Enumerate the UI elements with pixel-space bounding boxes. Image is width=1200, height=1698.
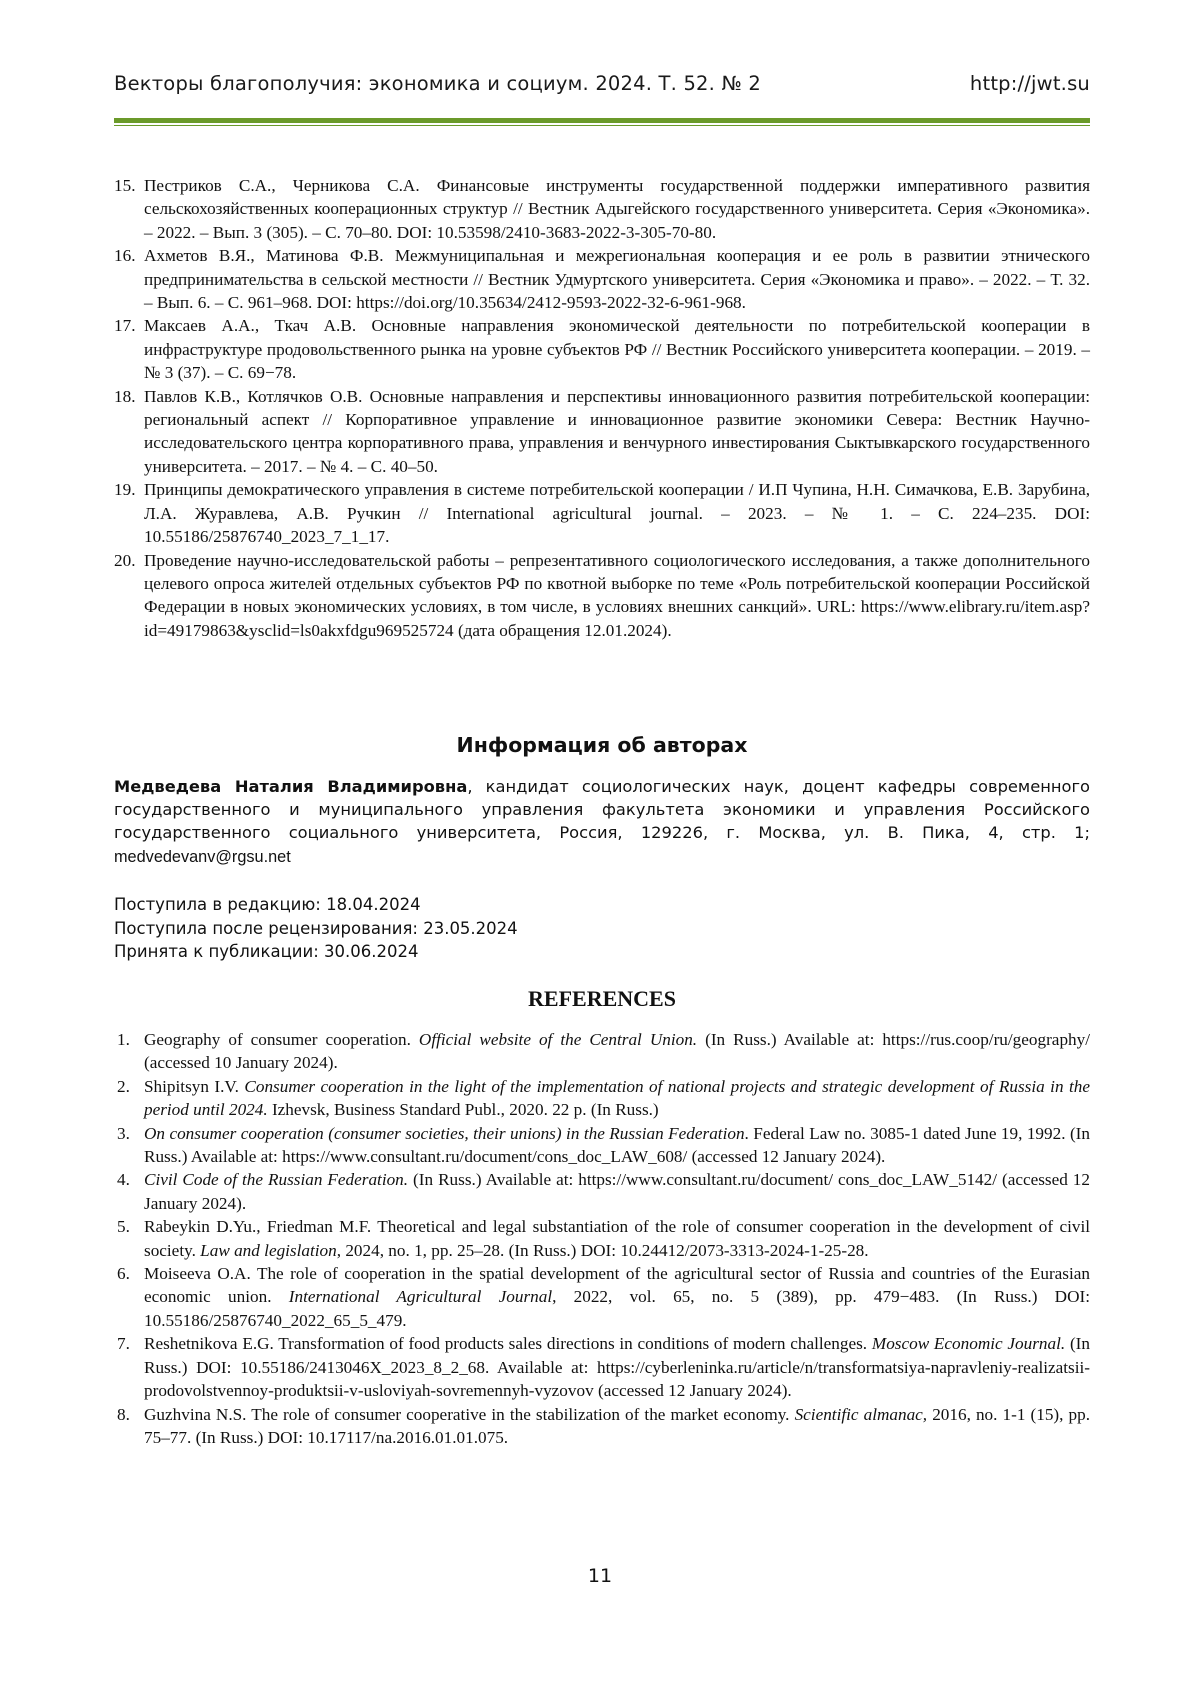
list-item (114, 385, 1090, 479)
list-item (114, 478, 1090, 548)
ref-italic-title: International Agricultural Journal (288, 1287, 553, 1307)
author-details: , кандидат социологических наук, доцент кафедры современного государственного и муниципального управления факультета экономики и управления Российского государственного социального университета, Россия, 129226, г. Москва, ул. В. Пика, 4, стр. 1; (114, 777, 1090, 843)
list-item (114, 174, 1090, 244)
ref-text: Максаев А.А., Ткач А.В. Основные направления экономической деятельности по потребительской кооперации в инфраструктуре продовольственного рынка на уровне субъектов РФ // Вестник Российского университета кооперации. – 2019. – № 3 (37). – С. 69−78. (144, 316, 1090, 383)
ref-text: Rabeykin D.Yu., Friedman M.F. Theoretical and legal substantiation of the role of consumer cooperation in the development of civil society. (144, 1217, 1090, 1260)
running-header (114, 72, 1090, 102)
ref-text: Reshetnikova E.G. Transformation of food products sales directions in conditions of modern challenges. (144, 1334, 872, 1354)
page-number: 11 (587, 1565, 613, 1587)
ref-italic-title: Law and legislation (200, 1240, 337, 1260)
author-email[interactable]: medvedevanv@rgsu.net (114, 847, 291, 866)
ref-text: Geography of consumer cooperation. (144, 1030, 419, 1049)
references-section-title: REFERENCES (528, 986, 676, 1011)
ref-number: 6. (117, 1264, 130, 1284)
ref-italic-title: Consumer cooperation in the light of the implementation of national projects and strategic development of Russia in the period until 2024. (144, 1076, 1090, 1120)
list-item (114, 1028, 1090, 1075)
ref-text: Проведение научно-исследовательской работы – репрезентативного социологического исследования, а также дополнительного целевого опроса жителей отдельных субъектов РФ по квотной выборке по теме «Роль потребительской кооперации Российской Федерации в новых экономических условиях, в том числе, в условиях внешних санкций». URL: https://www.elibrary.ru/item.asp?id=49179863&ysclid=ls0akxfdgu969525724 (дата обращения 12.01.2024). (144, 550, 1090, 640)
journal-url[interactable]: http://jwt.su (969, 72, 1090, 95)
ref-number: 5. (117, 1217, 130, 1237)
ref-number: 3. (117, 1123, 130, 1143)
ref-italic-title: On consumer cooperation (consumer societies, their unions) in the Russian Federation (144, 1123, 745, 1143)
russian-reference-list (114, 174, 1090, 642)
header-rule-thick (114, 118, 1090, 123)
ref-text: (In Russ.) Available at: https://rus.coop/ru/geography/ (accessed 10 January 2024). (144, 1030, 1090, 1073)
ref-number: 7. (117, 1334, 130, 1354)
ref-number: 1. (117, 1030, 130, 1049)
ref-italic-title: Official website of the Central Union. (418, 1030, 698, 1049)
date-revised: Поступила после рецензирования: 23.05.2024 (114, 918, 518, 938)
header-rule-thin (114, 125, 1090, 126)
ref-text: (In Russ.) DOI: 10.55186/2413046X_2023_8_2_68. Available at: https://cyberleninka.ru/article/n/transformatsiya-napravleniy-realizatsii-prodovolstvennoy-produktsii-v-usloviyah-sovremennyh-vyzovov (accessed 12 January 2024). (144, 1334, 1090, 1401)
ref-text: Shipitsyn I.V. (144, 1076, 245, 1096)
author-name: Медведева Наталия Владимировна (114, 777, 468, 796)
ref-number: 18. (114, 386, 136, 406)
ref-number: 17. (114, 316, 136, 336)
list-item (114, 1403, 1090, 1450)
list-item (114, 1332, 1090, 1402)
ref-number: 19. (114, 480, 136, 500)
ref-text: Moiseeva O.A. The role of cooperation in the spatial development of the agricultural sector of Russia and countries of the Eurasian economic union. (144, 1264, 1090, 1307)
ref-number: 8. (117, 1404, 130, 1424)
ref-text: , 2024, no. 1, pp. 25–28. (In Russ.) DOI: 10.24412/2073-3313-2024-1-25-28. (336, 1240, 869, 1260)
ref-italic-title: Moscow Economic Journal. (871, 1334, 1066, 1354)
list-item (114, 314, 1090, 384)
date-received: Поступила в редакцию: 18.04.2024 (114, 895, 421, 914)
ref-number: 15. (114, 176, 136, 195)
ref-number: 16. (114, 246, 136, 266)
submission-dates (114, 893, 518, 964)
list-item (114, 1122, 1090, 1169)
list-item (114, 1168, 1090, 1215)
journal-title: Векторы благополучия: экономика и социум. 2024. Т. 52. № 2 (114, 72, 761, 95)
ref-text: Izhevsk, Business Standard Publ., 2020. 22 p. (In Russ.) (267, 1100, 659, 1120)
ref-text: Принципы демократического управления в системе потребительской кооперации / И.П Чупина, Н.Н. Симачкова, Е.В. Зарубина, Л.А. Журавлева, А.В. Ручкин // International agricultural journal. – 2023. – № 1. – С. 224–235. DOI: 10.55186/25876740_2023_7_1_17. (144, 480, 1090, 547)
authors-section-title: Информация об авторах (456, 733, 748, 757)
ref-text: 2016, no. 1-1 (15), pp. 75–77. (In Russ.) DOI: 10.17117/na.2016.01.01.075. (144, 1404, 1091, 1447)
ref-text: Guzhvina N.S. The role of consumer cooperative in the stabilization of the market economy. (144, 1404, 795, 1424)
list-item (114, 1075, 1090, 1122)
ref-text: Пестриков С.А., Черникова С.А. Финансовые инструменты государственной поддержки императивного развития сельскохозяйственных кооперационных структур // Вестник Адыгейского государственного университета. Серия «Экономика». – 2022. – Вып. 3 (305). – С. 70–80. DOI: 10.53598/2410-3683-2022-3-305-70-80. (144, 176, 1090, 242)
author-info (114, 775, 1090, 869)
ref-italic-title: Scientific almanac, (794, 1404, 928, 1424)
ref-text: Павлов К.В., Котлячков О.В. Основные направления и перспективы инновационного развития потребительской кооперации: региональный аспект // Корпоративное управление и инновационное развитие экономики Севера: Вестник Научно-исследовательского центра корпоративного права, управления и венчурного инвестирования Сыктывкарского государственного университета. – 2017. – № 4. – С. 40–50. (144, 386, 1090, 476)
ref-number: 2. (117, 1076, 130, 1096)
ref-text: . Federal Law no. 3085-1 dated June 19, 1992. (In Russ.) Available at: https://www.consultant.ru/document/cons_doc_LAW_608/ (accessed 12 January 2024). (144, 1123, 1090, 1167)
list-item (114, 1262, 1090, 1332)
list-item (114, 1215, 1090, 1262)
date-accepted: Принята к публикации: 30.06.2024 (114, 942, 419, 961)
ref-italic-title: Civil Code of the Russian Federation. (144, 1170, 409, 1190)
list-item (114, 549, 1090, 643)
ref-text: Ахметов В.Я., Матинова Ф.В. Межмуниципальная и межрегиональная кооперация и ее роль в развитии этнического предпринимательства в сельской местности // Вестник Удмуртского университета. Серия «Экономика и право». – 2022. – Т. 32. – Вып. 6. – С. 961–968. DOI: https://doi.org/10.35634/2412-9593-2022-32-6-961-968. (144, 246, 1090, 313)
ref-number: 20. (114, 550, 136, 570)
ref-text: (In Russ.) Available at: https://www.consultant.ru/document/ cons_doc_LAW_5142/ (accessed 12 January 2024). (144, 1170, 1090, 1213)
list-item (114, 244, 1090, 314)
ref-number: 4. (117, 1170, 130, 1190)
ref-text: , 2022, vol. 65, no. 5 (389), pp. 479−483. (In Russ.) DOI: 10.55186/25876740_2022_65_5_479. (144, 1287, 1090, 1330)
english-reference-list (114, 1028, 1090, 1449)
